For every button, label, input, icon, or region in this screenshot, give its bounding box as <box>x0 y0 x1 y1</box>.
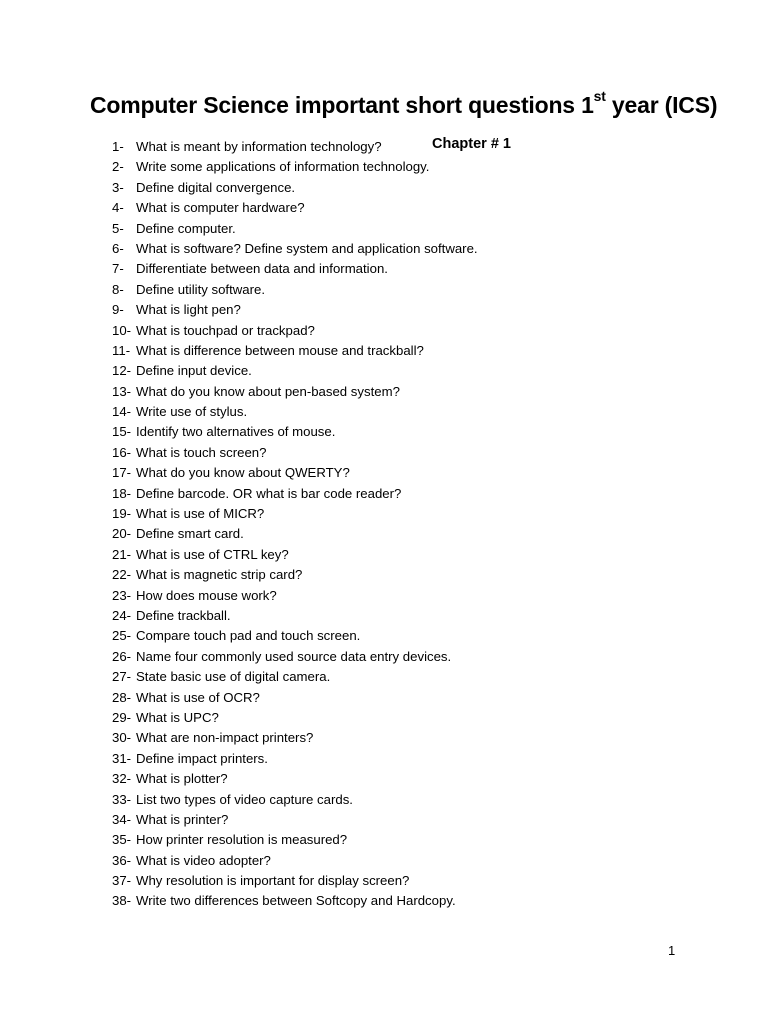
question-number: 2- <box>112 159 124 175</box>
question-number: 1- <box>112 139 124 154</box>
question-number: 28- <box>112 689 132 705</box>
question-item <box>112 321 672 341</box>
question-text: Define barcode. OR what is bar code reader? <box>136 485 402 501</box>
question-item <box>112 463 672 483</box>
question-number: 20- <box>112 526 132 542</box>
question-text: What are non-impact printers? <box>136 730 314 746</box>
question-text: What do you know about QWERTY? <box>136 465 350 481</box>
question-item <box>112 422 672 442</box>
question-text: Identify two alternatives of mouse. <box>136 424 336 440</box>
question-item <box>112 504 672 524</box>
question-number: 14- <box>112 404 132 420</box>
question-item <box>112 239 672 259</box>
title-superscript: st <box>593 88 606 105</box>
question-text: What is use of OCR? <box>136 689 260 705</box>
question-text: Compare touch pad and touch screen. <box>136 628 361 644</box>
question-number: 4- <box>112 200 124 216</box>
question-number: 18- <box>112 485 132 501</box>
page-number: 1 <box>668 943 676 958</box>
question-text: What is touch screen? <box>136 444 267 460</box>
question-text: Write some applications of information technology. <box>136 159 430 175</box>
question-item <box>112 402 672 422</box>
question-text: What is magnetic strip card? <box>136 567 303 583</box>
question-item <box>112 157 672 177</box>
question-number: 36- <box>112 852 132 868</box>
question-item <box>112 871 672 891</box>
question-text: What is use of CTRL key? <box>136 546 289 562</box>
question-number: 29- <box>112 709 132 725</box>
question-number: 11- <box>112 342 131 358</box>
question-number: 27- <box>112 669 132 685</box>
question-number: 34- <box>112 811 132 827</box>
question-text: How does mouse work? <box>136 587 277 603</box>
title-main: Computer Science important short questions 1 <box>90 92 594 118</box>
question-item <box>112 341 672 361</box>
question-text: Define trackball. <box>136 607 231 623</box>
question-item <box>112 790 672 810</box>
question-number: 15- <box>112 424 132 440</box>
question-number: 3- <box>112 179 124 195</box>
question-number: 35- <box>112 832 132 848</box>
question-number: 6- <box>112 240 124 256</box>
question-item <box>112 545 672 565</box>
question-item <box>112 484 672 504</box>
question-number: 23- <box>112 587 132 603</box>
question-item <box>112 586 672 606</box>
question-item <box>112 524 672 544</box>
question-text: Define digital convergence. <box>136 179 296 195</box>
question-item <box>112 300 672 320</box>
question-list <box>112 137 672 912</box>
question-number: 22- <box>112 567 132 583</box>
question-text: Define input device. <box>136 363 252 379</box>
question-text: Define utility software. <box>136 281 265 297</box>
question-item <box>112 137 672 157</box>
question-number: 37- <box>112 873 132 889</box>
question-text: What is difference between mouse and trackball? <box>136 342 424 358</box>
question-text: What is UPC? <box>136 709 219 725</box>
question-item <box>112 728 672 748</box>
question-item <box>112 667 672 687</box>
question-item <box>112 647 672 667</box>
question-text: List two types of video capture cards. <box>136 791 353 807</box>
question-item <box>112 178 672 198</box>
question-item <box>112 708 672 728</box>
question-text: What is printer? <box>136 811 229 827</box>
question-number: 26- <box>112 648 132 664</box>
question-item <box>112 382 672 402</box>
question-number: 24- <box>112 607 132 623</box>
question-number: 31- <box>112 750 132 766</box>
question-item <box>112 361 672 381</box>
question-text: What is computer hardware? <box>136 200 305 216</box>
question-item <box>112 606 672 626</box>
question-number: 19- <box>112 506 132 522</box>
question-text: What is meant by information technology? <box>136 139 382 154</box>
question-number: 30- <box>112 730 132 746</box>
question-text: Write use of stylus. <box>136 404 248 420</box>
question-item <box>112 810 672 830</box>
question-number: 32- <box>112 771 132 787</box>
question-item <box>112 219 672 239</box>
question-text: What is software? Define system and application software. <box>136 240 478 256</box>
question-text: Differentiate between data and information. <box>136 261 388 277</box>
question-item <box>112 830 672 850</box>
question-text: What is plotter? <box>136 771 228 787</box>
question-item <box>112 626 672 646</box>
question-item <box>112 565 672 585</box>
question-text: Define computer. <box>136 220 236 236</box>
question-item <box>112 443 672 463</box>
question-text: Why resolution is important for display screen? <box>136 873 410 889</box>
chapter-heading: Chapter # 1 <box>432 136 511 152</box>
question-number: 10- <box>112 322 132 338</box>
question-text: Define smart card. <box>136 526 244 542</box>
question-text: Name four commonly used source data entry devices. <box>136 648 452 664</box>
question-number: 17- <box>112 465 132 481</box>
question-item <box>112 891 672 911</box>
question-text: What is touchpad or trackpad? <box>136 322 315 338</box>
question-item <box>112 749 672 769</box>
question-text: What is use of MICR? <box>136 506 265 522</box>
question-text: Write two differences between Softcopy and Hardcopy. <box>136 893 456 909</box>
question-number: 38- <box>112 893 132 909</box>
title-tail: year (ICS) <box>605 92 718 118</box>
question-text: State basic use of digital camera. <box>136 669 331 685</box>
question-text: How printer resolution is measured? <box>136 832 348 848</box>
question-text: Define impact printers. <box>136 750 268 766</box>
page-title <box>90 88 730 119</box>
question-number: 5- <box>112 220 124 236</box>
question-number: 33- <box>112 791 132 807</box>
question-number: 21- <box>112 546 132 562</box>
question-item <box>112 851 672 871</box>
question-text: What do you know about pen-based system? <box>136 383 400 399</box>
question-text: What is light pen? <box>136 302 241 318</box>
question-number: 9- <box>112 302 124 318</box>
question-item <box>112 198 672 218</box>
question-item <box>112 688 672 708</box>
question-number: 13- <box>112 383 132 399</box>
question-text: What is video adopter? <box>136 852 271 868</box>
question-number: 8- <box>112 281 124 297</box>
question-item <box>112 769 672 789</box>
question-number: 7- <box>112 261 124 277</box>
question-item <box>112 280 672 300</box>
question-number: 25- <box>112 628 132 644</box>
question-item <box>112 259 672 279</box>
question-number: 12- <box>112 363 132 379</box>
question-number: 16- <box>112 444 132 460</box>
